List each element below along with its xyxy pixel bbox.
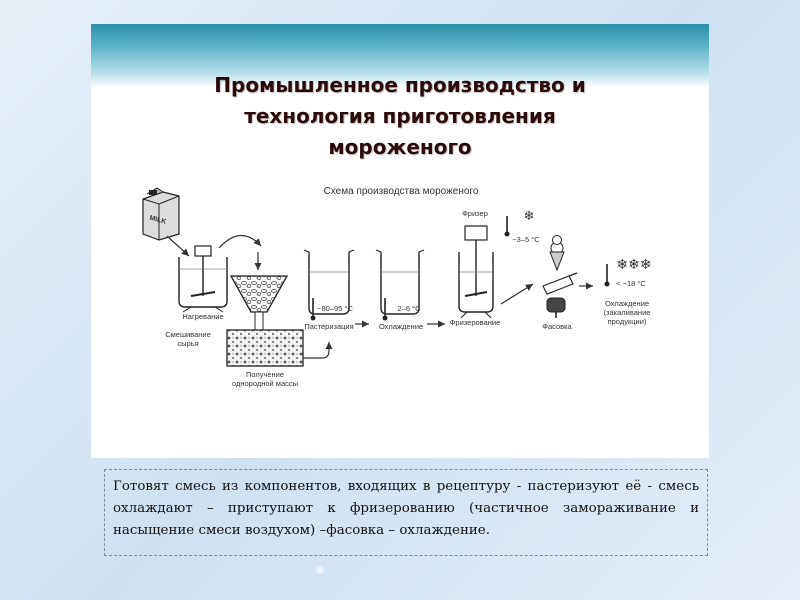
title-line-2: технология приготовления [244, 104, 556, 128]
flow-arrow-to-hopper [219, 235, 261, 248]
ice-cream-bar-icon [543, 273, 577, 294]
mixing-label-line-1: Смешивание [165, 330, 211, 339]
slide-card [91, 24, 709, 458]
thermometer-icon [383, 298, 388, 321]
mixing-label-line-2: сырья [177, 339, 199, 348]
homogenization-label-line-2: однородной массы [231, 379, 299, 388]
thermometer-icon [311, 298, 316, 321]
final-cooling-label-line-3: продукции) [607, 317, 647, 326]
pasteurization-label: Пастеризация [304, 322, 354, 331]
freezer-label: Фризер [462, 209, 488, 218]
pour-arrow [167, 236, 189, 256]
milk-carton-icon [143, 188, 179, 240]
carton-label: MILK [148, 214, 167, 226]
title-line-3: мороженого [328, 135, 472, 159]
snowflake-icon: ❄❄❄ [616, 256, 652, 272]
final-temp: < ~18 °C [616, 279, 646, 288]
flow-arrow-to-pasteurization [303, 342, 329, 358]
thermometer-icon [605, 264, 610, 287]
heating-label: Нагревание [182, 312, 224, 321]
process-description: Готовят смесь из компонентов, входящих в рецептуру - пастеризуют её - смесь охлаждают – приступают к фризерованию (частичное замораживание и насыщение смеси воздухом) –фасовка – охлаждение. [104, 469, 708, 556]
freezer-temp: ~3–5 °C [512, 235, 540, 244]
final-cooling-label-line-2: (закаливание [603, 308, 651, 317]
snowflake-icon: ❄ [523, 208, 535, 223]
cooling-label: Охлаждение [378, 322, 424, 331]
mixing-tank [179, 246, 227, 321]
pasteurization-temp: ~80–95 °C [317, 304, 353, 313]
thermometer-icon [505, 216, 510, 237]
popsicle-icon [547, 298, 565, 318]
homogenization-label-line-1: Получение [245, 370, 285, 379]
flow-arrow-to-packaging [501, 284, 533, 304]
ice-cream-cone-icon [550, 236, 564, 271]
production-diagram [91, 24, 709, 458]
diagram-heading: Схема производства мороженого [323, 186, 479, 197]
homogenizer-hopper [227, 276, 303, 366]
title-line-1: Промышленное производство и [214, 73, 586, 97]
final-cooling-label-line-1: Охлаждение [604, 299, 650, 308]
freezing-label: Фризерование [449, 318, 501, 327]
packaging-label: Фасовка [542, 322, 572, 331]
cooling-temp: 2–6 °C [397, 304, 421, 313]
freezer-tank [459, 226, 493, 318]
